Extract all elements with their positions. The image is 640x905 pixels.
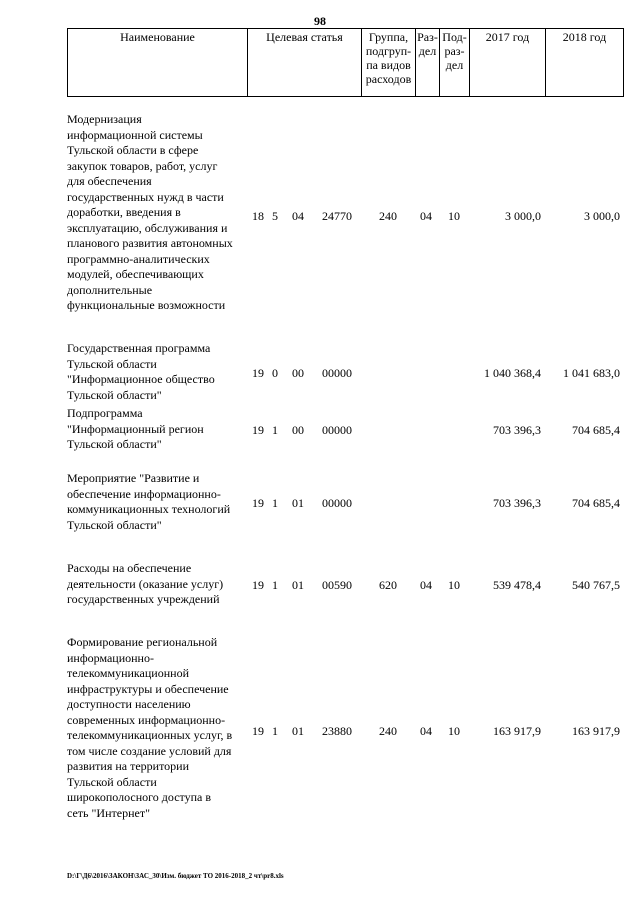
target-code-4: 00000 xyxy=(322,496,352,510)
amount-2018: 704 685,4 xyxy=(572,423,620,437)
header-year-2018: 2018 год xyxy=(546,29,624,97)
row-name: Государственная программа Тульской области "Информационное общество Тульской области" xyxy=(67,341,215,402)
target-code-1: 19 xyxy=(252,724,264,738)
target-code-1: 19 xyxy=(252,496,264,510)
target-code-2: 1 xyxy=(272,724,278,738)
target-code-3: 01 xyxy=(292,496,304,510)
amount-2017: 3 000,0 xyxy=(505,209,541,223)
amount-2017: 1 040 368,4 xyxy=(484,366,541,380)
target-code-2: 1 xyxy=(272,578,278,592)
target-code-3: 01 xyxy=(292,578,304,592)
header-name: Наименование xyxy=(68,29,248,97)
target-code-1: 18 xyxy=(252,209,264,223)
amount-2018: 1 041 683,0 xyxy=(563,366,620,380)
file-path-footer: D:\Г\Д6\2016\ЗАКОН\ЗАС_30\Изм. бюджет ТО 2016-2018_2 чт\pr8.xls xyxy=(67,872,284,880)
target-code-1: 19 xyxy=(252,366,264,380)
row-name: Мероприятие "Развитие и обеспечение информационно- коммуникационных технологий Тульской области" xyxy=(67,471,231,532)
header-expense-group: Группа, подгруп-па видов расходов xyxy=(362,29,416,97)
target-code-3: 01 xyxy=(292,724,304,738)
target-code-2: 1 xyxy=(272,496,278,510)
amount-2017: 163 917,9 xyxy=(493,724,541,738)
amount-2017: 703 396,3 xyxy=(493,423,541,437)
amount-2018: 163 917,9 xyxy=(572,724,620,738)
target-code-2: 1 xyxy=(272,423,278,437)
section: 04 xyxy=(420,724,432,738)
header-subsection: Под-раз-дел xyxy=(440,29,470,97)
header-section: Раз-дел xyxy=(416,29,440,97)
expense-group: 240 xyxy=(379,724,397,738)
target-code-2: 0 xyxy=(272,366,278,380)
row-name: Формирование региональной информационно- телекоммуникационной инфраструктуры и обеспечение доступности населению современных информационно- телекоммуникационных услуг, в том числе создание условий для развития на территории Тульской области широкополосного доступа в сеть "Интернет" xyxy=(67,635,233,820)
target-code-2: 5 xyxy=(272,209,278,223)
header-target-article: Целевая статья xyxy=(248,29,362,97)
target-code-3: 00 xyxy=(292,423,304,437)
amount-2018: 704 685,4 xyxy=(572,496,620,510)
subsection: 10 xyxy=(448,578,460,592)
row-name: Расходы на обеспечение деятельности (оказание услуг) государственных учреждений xyxy=(67,561,224,606)
target-code-4: 23880 xyxy=(322,724,352,738)
table-header xyxy=(67,28,624,97)
target-code-1: 19 xyxy=(252,423,264,437)
target-code-4: 00000 xyxy=(322,366,352,380)
expense-group: 240 xyxy=(379,209,397,223)
subsection: 10 xyxy=(448,209,460,223)
header-year-2017: 2017 год xyxy=(470,29,546,97)
target-code-3: 04 xyxy=(292,209,304,223)
amount-2018: 3 000,0 xyxy=(584,209,620,223)
subsection: 10 xyxy=(448,724,460,738)
expense-group: 620 xyxy=(379,578,397,592)
target-code-3: 00 xyxy=(292,366,304,380)
row-name: Подпрограмма "Информационный регион Тульской области" xyxy=(67,406,204,451)
row-name: Модернизация информационной системы Тульской области в сфере закупок товаров, работ, услуг для обеспечения государственных нужд в части доработки, введения в эксплуатацию, обслуживания и планового развития автономных программно-аналитических модулей, обеспечивающих дополнительные функциональные возможности xyxy=(67,112,233,312)
target-code-4: 00590 xyxy=(322,578,352,592)
amount-2017: 703 396,3 xyxy=(493,496,541,510)
target-code-1: 19 xyxy=(252,578,264,592)
amount-2018: 540 767,5 xyxy=(572,578,620,592)
amount-2017: 539 478,4 xyxy=(493,578,541,592)
page-number: 98 xyxy=(314,14,326,28)
target-code-4: 00000 xyxy=(322,423,352,437)
section: 04 xyxy=(420,209,432,223)
section: 04 xyxy=(420,578,432,592)
target-code-4: 24770 xyxy=(322,209,352,223)
